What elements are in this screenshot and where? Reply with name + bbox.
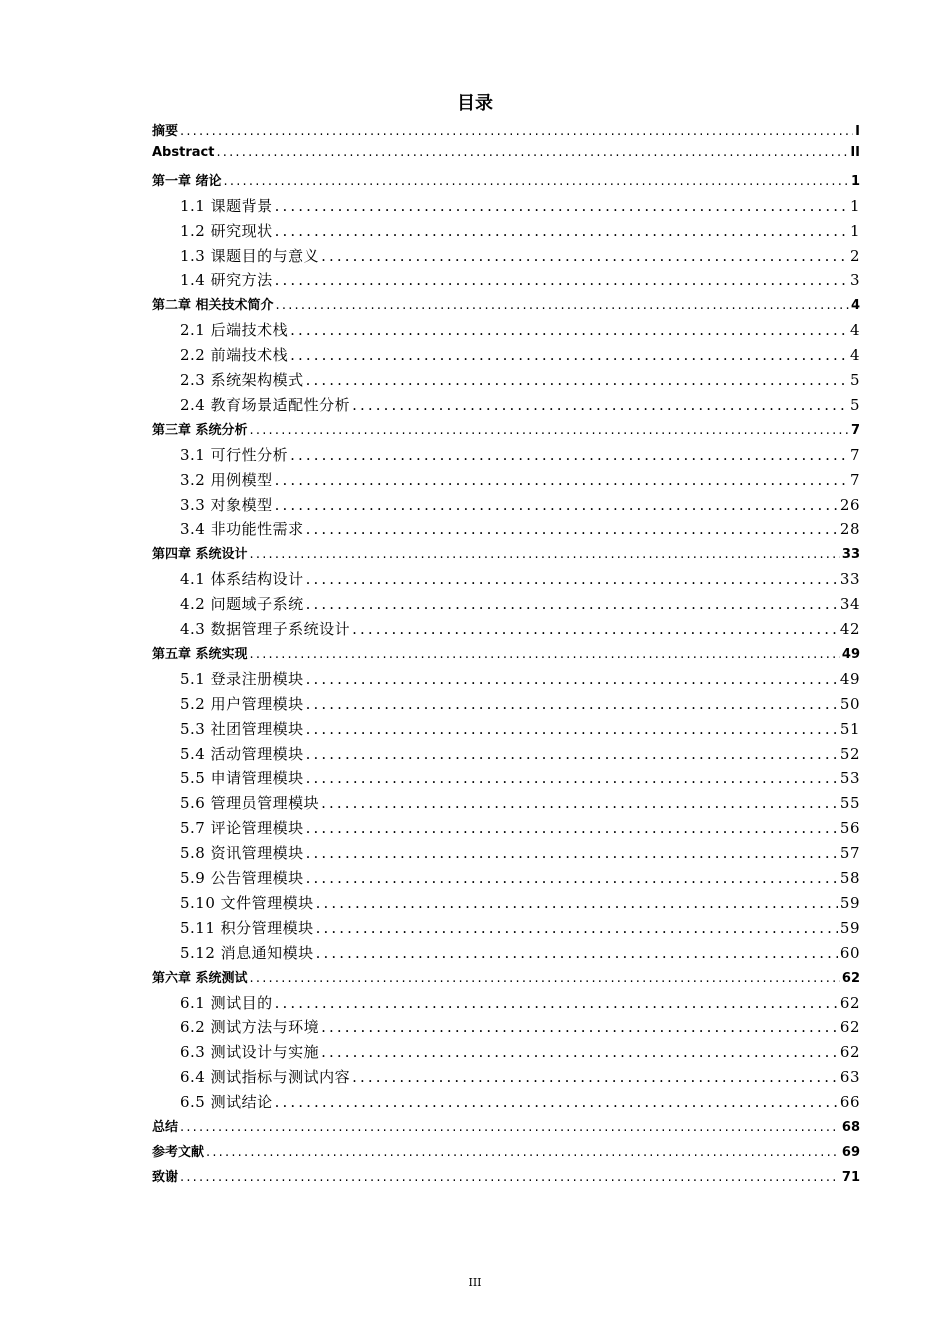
toc-entry-page: 1	[850, 173, 860, 189]
toc-entry-label: 1.1 课题背景	[180, 196, 273, 215]
toc-entry-page: 4	[850, 298, 860, 314]
dot-leader	[321, 1018, 838, 1036]
toc-entry-label: 第二章 相关技术简介	[152, 298, 274, 314]
toc-entry-page: 7	[849, 470, 860, 489]
dot-leader	[316, 944, 838, 962]
toc-entry-label: 5.2 用户管理模块	[180, 694, 304, 713]
toc-entry-page: 59	[839, 893, 860, 912]
dot-leader	[306, 769, 838, 787]
toc-section-entry[interactable]	[180, 792, 860, 814]
dot-leader	[275, 197, 848, 215]
toc-entry-label: 第三章 系统分析	[152, 422, 248, 438]
dot-leader	[321, 1043, 838, 1061]
toc-entry-page: 3	[849, 271, 860, 290]
toc-entry-page: 62	[841, 970, 860, 986]
dot-leader	[276, 298, 849, 313]
toc-entry-label: 致谢	[152, 1169, 179, 1185]
toc-section-entry[interactable]	[180, 245, 860, 267]
toc-entry-page: 55	[839, 794, 860, 813]
dot-leader	[306, 720, 838, 738]
toc-entry-label: 5.8 资讯管理模块	[180, 844, 304, 863]
toc-entry-page: 68	[841, 1120, 860, 1135]
dot-leader	[352, 1068, 838, 1086]
toc-chapter-entry[interactable]	[152, 967, 860, 985]
toc-chapter-entry[interactable]	[152, 170, 860, 188]
toc-section-entry[interactable]	[180, 494, 860, 516]
dot-leader	[275, 222, 848, 240]
toc-entry-page: 34	[839, 595, 860, 614]
dot-leader	[306, 844, 838, 862]
toc-section-entry[interactable]	[180, 394, 860, 416]
toc-entry-label: 第一章 绪论	[152, 173, 222, 189]
toc-entry-page: 69	[841, 1144, 860, 1160]
toc-entry-label: 6.2 测试方法与环境	[180, 1018, 320, 1037]
toc-entry-page: 50	[839, 694, 860, 713]
toc-section-entry[interactable]	[180, 269, 860, 291]
dot-leader	[316, 894, 838, 912]
dot-leader	[224, 174, 849, 189]
toc-section-entry[interactable]	[180, 767, 860, 789]
toc-entry-label: 5.12 消息通知模块	[180, 943, 314, 962]
toc-section-entry[interactable]	[180, 1066, 860, 1088]
dot-leader	[306, 745, 838, 763]
toc-section-entry[interactable]	[180, 220, 860, 242]
toc-section-entry[interactable]	[180, 992, 860, 1014]
toc-entry-label: 第四章 系统设计	[152, 547, 248, 563]
toc-chapter-entry[interactable]	[152, 294, 860, 312]
dot-leader	[216, 145, 848, 160]
toc-entry-page: 59	[839, 918, 860, 937]
toc-entry-page: 1	[849, 221, 860, 240]
dot-leader	[206, 1145, 840, 1160]
toc-entry-label: 5.11 积分管理模块	[180, 918, 314, 937]
toc-entry-label: 4.2 问题域子系统	[180, 595, 304, 614]
toc-entry-page: 42	[839, 620, 860, 638]
dot-leader	[306, 869, 838, 887]
toc-section-entry[interactable]	[180, 369, 860, 391]
toc-entry-label: 1.2 研究现状	[180, 221, 273, 240]
toc-section-entry[interactable]	[180, 344, 860, 366]
dot-leader	[180, 1170, 840, 1185]
dot-leader	[290, 346, 848, 364]
toc-entry-page: 63	[839, 1068, 860, 1087]
toc-chapter-entry[interactable]	[152, 1116, 860, 1134]
toc-entry-label: 6.3 测试设计与实施	[180, 1043, 320, 1062]
toc-chapter-entry[interactable]	[152, 145, 860, 163]
toc-entry-page: 7	[850, 422, 860, 438]
toc-entry-label: 5.4 活动管理模块	[180, 744, 304, 763]
toc-entry-label: 5.7 评论管理模块	[180, 819, 304, 838]
toc-entry-page: 62	[839, 1043, 860, 1062]
toc-entry-label: 2.3 系统架构模式	[180, 371, 304, 389]
dot-leader	[290, 321, 848, 339]
toc-section-entry[interactable]	[180, 469, 860, 491]
toc-entry-page: 26	[839, 495, 860, 514]
dot-leader	[250, 971, 840, 986]
toc-entry-page: 56	[839, 819, 860, 838]
toc-section-entry[interactable]	[180, 892, 860, 914]
toc-section-entry[interactable]	[180, 743, 860, 765]
toc-entry-label: 摘要	[152, 124, 179, 139]
dot-leader	[316, 919, 838, 937]
toc-entry-page: 2	[849, 246, 860, 265]
toc-entry-label: 第五章 系统实现	[152, 646, 248, 662]
toc-section-entry[interactable]	[180, 693, 860, 715]
toc-entry-label: 参考文献	[152, 1144, 205, 1160]
dot-leader	[321, 247, 848, 265]
toc-entry-page: 71	[841, 1169, 860, 1185]
toc-section-entry[interactable]	[180, 568, 860, 590]
toc-entry-page: 5	[849, 371, 860, 389]
toc-entry-page: 62	[839, 1018, 860, 1037]
toc-section-entry[interactable]	[180, 817, 860, 839]
dot-leader	[180, 124, 853, 139]
dot-leader	[180, 1120, 840, 1135]
toc-entry-label: 6.1 测试目的	[180, 993, 273, 1012]
dot-leader	[275, 271, 848, 289]
toc-entry-page: 60	[839, 943, 860, 962]
toc-entry-label: 6.5 测试结论	[180, 1093, 273, 1112]
toc-entry-page: 51	[839, 719, 860, 738]
toc-entry-page: 33	[841, 547, 860, 563]
toc-entry-label: 3.3 对象模型	[180, 495, 273, 514]
toc-entry-label: 6.4 测试指标与测试内容	[180, 1068, 351, 1087]
toc-section-entry[interactable]	[180, 718, 860, 740]
toc-title: 目录	[457, 93, 493, 114]
toc-entry-page: 33	[839, 570, 860, 589]
page-number: III	[468, 1276, 482, 1289]
toc-section-entry[interactable]	[180, 319, 860, 341]
toc-entry-page: 66	[839, 1093, 860, 1112]
toc-entry-label: 第六章 系统测试	[152, 970, 248, 986]
toc-entry-label: 3.1 可行性分析	[180, 445, 289, 464]
toc-entry-label: 5.9 公告管理模块	[180, 869, 304, 887]
toc-entry-page: 28	[839, 520, 860, 539]
toc-entry-page: 49	[839, 669, 860, 688]
toc-entry-label: 2.1 后端技术栈	[180, 321, 289, 340]
toc-entry-label: 3.4 非功能性需求	[180, 520, 304, 539]
toc-entry-label: 5.1 登录注册模块	[180, 669, 304, 688]
dot-leader	[250, 647, 840, 662]
toc-entry-page: 53	[839, 769, 860, 788]
toc-entry-page: 4	[849, 346, 860, 365]
dot-leader	[352, 396, 848, 414]
toc-entry-label: 5.5 申请管理模块	[180, 769, 304, 788]
toc-section-entry[interactable]	[180, 917, 860, 939]
dot-leader	[275, 471, 848, 489]
toc-section-entry[interactable]	[180, 593, 860, 615]
toc-section-entry[interactable]	[180, 618, 860, 640]
toc-entry-label: 3.2 用例模型	[180, 470, 273, 489]
toc-entry-label: 2.4 教育场景适配性分析	[180, 395, 351, 414]
dot-leader	[250, 547, 840, 562]
toc-section-entry[interactable]	[180, 1041, 860, 1063]
dot-leader	[306, 695, 838, 713]
toc-entry-label: 5.6 管理员管理模块	[180, 794, 320, 813]
toc-entry-page: 7	[849, 445, 860, 464]
toc-chapter-entry[interactable]	[152, 643, 860, 661]
dot-leader	[306, 371, 848, 389]
toc-entry-page: I	[855, 124, 860, 139]
toc-entry-page: 58	[839, 869, 860, 887]
toc-section-entry[interactable]	[180, 518, 860, 540]
dot-leader	[290, 446, 848, 464]
toc-entry-label: 4.1 体系结构设计	[180, 570, 304, 589]
dot-leader	[321, 794, 838, 812]
toc-chapter-entry[interactable]	[152, 120, 860, 138]
toc-section-entry[interactable]	[180, 668, 860, 690]
dot-leader	[275, 994, 838, 1012]
toc-entry-page: 4	[849, 321, 860, 340]
toc-entry-label: 总结	[152, 1120, 179, 1135]
dot-leader	[306, 670, 838, 688]
toc-entry-page: 62	[839, 993, 860, 1012]
toc-entry-page: 52	[839, 744, 860, 763]
toc-entry-label: 4.3 数据管理子系统设计	[180, 620, 351, 638]
toc-entry-label: 5.3 社团管理模块	[180, 719, 304, 738]
toc-entry-label: 2.2 前端技术栈	[180, 346, 289, 365]
toc-entry-label: 5.10 文件管理模块	[180, 893, 314, 912]
toc-entry-page: 49	[841, 646, 860, 662]
toc-entry-label: 1.4 研究方法	[180, 271, 273, 290]
dot-leader	[275, 496, 838, 514]
toc-entry-page: 57	[839, 844, 860, 863]
toc-entry-label: Abstract	[152, 144, 215, 160]
toc-section-entry[interactable]	[180, 1091, 860, 1113]
toc-section-entry[interactable]	[180, 444, 860, 466]
toc-section-entry[interactable]	[180, 867, 860, 889]
dot-leader	[352, 620, 838, 638]
toc-chapter-entry[interactable]	[152, 419, 860, 437]
dot-leader	[250, 423, 849, 438]
toc-section-entry[interactable]	[180, 942, 860, 964]
toc-entry-page: II	[850, 144, 860, 160]
toc-entry-page: 5	[849, 395, 860, 414]
toc-entry-label: 1.3 课题目的与意义	[180, 246, 320, 265]
dot-leader	[275, 1093, 838, 1111]
toc-entry-page: 1	[849, 196, 860, 215]
toc-chapter-entry[interactable]	[152, 543, 860, 561]
dot-leader	[306, 819, 838, 837]
toc-section-entry[interactable]	[180, 1016, 860, 1038]
dot-leader	[306, 595, 838, 613]
toc-chapter-entry[interactable]	[152, 1141, 860, 1159]
dot-leader	[306, 520, 838, 538]
toc-section-entry[interactable]	[180, 842, 860, 864]
toc-chapter-entry[interactable]	[152, 1166, 860, 1184]
dot-leader	[306, 570, 838, 588]
toc-section-entry[interactable]	[180, 195, 860, 217]
